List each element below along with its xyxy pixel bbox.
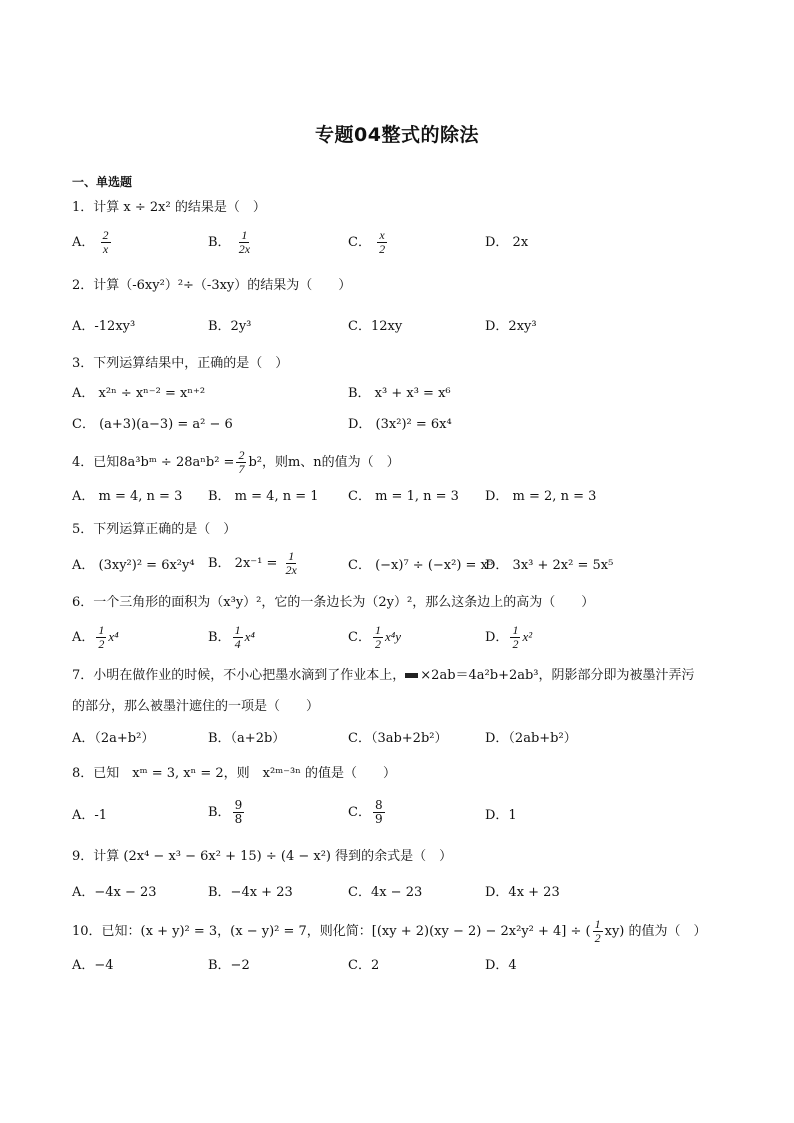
question-5-option-b: B． 2x⁻¹ = $\frac{1}{2x}$ <box>208 549 297 577</box>
question-1-option-d: D． 2x <box>485 235 529 250</box>
question-7-option-a: A．（2a+b²） <box>72 731 155 746</box>
question-6-option-c: C． $\frac{1}{2}$ x⁴y <box>348 623 402 651</box>
fraction: $\frac{2}{7}$ <box>238 448 245 476</box>
question-8-option-c: C． $\frac{8}{9}$ <box>348 798 383 826</box>
question-8-option-a: A．-1 <box>72 808 108 823</box>
question-4-option-d: D． m = 2, n = 3 <box>485 489 597 504</box>
question-7-option-c: C．（3ab+2b²） <box>348 731 448 746</box>
fraction: $\frac{1}{2x}$ <box>285 549 297 577</box>
fraction: $\frac{1}{2}$ <box>374 623 381 651</box>
question-8-option-d: D．1 <box>485 808 517 823</box>
question-7-option-d: D．（2ab+b²） <box>485 731 577 746</box>
question-6-option-d: D． $\frac{1}{2}$ x² <box>485 623 533 651</box>
question-9-option-d: D．4x + 23 <box>485 885 560 900</box>
fraction: $\frac{1}{2x}$ <box>238 228 251 256</box>
question-9-stem: 9．计算 (2x⁴ − x³ − 6x² + 15) ÷ (4 − x²) 得到的余式是（ ） <box>72 849 453 864</box>
question-6-option-a: A． $\frac{1}{2}$ x⁴ <box>72 623 119 651</box>
question-10-option-d: D．4 <box>485 958 517 973</box>
question-2-stem: 2．计算（-6xy²）²÷（-3xy）的结果为（ ） <box>72 278 352 293</box>
question-9-option-a: A．−4x − 23 <box>72 885 157 900</box>
fraction: $\frac{x}{2}$ <box>379 228 386 256</box>
question-1-option-b: B． $\frac{1}{2x}$ <box>208 228 251 256</box>
page-title: 专题04整式的除法 <box>315 124 479 146</box>
question-3-option-c: C． (a+3)(a−3) = a² − 6 <box>72 417 233 432</box>
question-10-option-a: A．−4 <box>72 958 114 973</box>
fraction: $\frac{8}{9}$ <box>374 798 383 826</box>
question-7-option-b: B．（a+2b） <box>208 731 286 746</box>
question-10-option-c: C．2 <box>348 958 380 973</box>
fraction: $\frac{1}{4}$ <box>234 623 241 651</box>
question-5-option-d: D． 3x³ + 2x² = 5x⁵ <box>485 558 614 573</box>
question-4-option-b: B． m = 4, n = 1 <box>208 489 319 504</box>
question-7-stem-line2: 的部分，那么被墨汁遮住的一项是（ ） <box>72 699 320 714</box>
question-3-option-b: B． x³ + x³ = x⁶ <box>348 386 451 401</box>
question-2-option-a: A．-12xy³ <box>72 319 136 334</box>
question-3-option-d: D． (3x²)² = 6x⁴ <box>348 417 452 432</box>
question-10-stem: 10．已知：(x + y)² = 3，(x − y)² = 7，则化简：[(xy + 2)(xy − 2) − 2x²y² + 4] ÷ ( $\frac{1}{2}$ xy) 的值为（ ） <box>72 917 707 945</box>
question-7-stem-line1: 7．小明在做作业的时候，不小心把墨水滴到了作业本上， ×2ab＝4a²b+2ab³，阴影部分即为被墨汁弄污 <box>72 668 695 683</box>
question-2-option-c: C．12xy <box>348 319 403 334</box>
fraction: $\frac{9}{8}$ <box>234 798 243 826</box>
question-1-stem: 1．计算 x ÷ 2x² 的结果是（ ） <box>72 200 266 215</box>
question-9-option-b: B．−4x + 23 <box>208 885 293 900</box>
section-heading: 一、单选题 <box>72 175 133 189</box>
question-1-option-a: A． $\frac{2}{x}$ <box>72 228 109 256</box>
question-8-option-b: B． $\frac{9}{8}$ <box>208 798 243 826</box>
question-3-stem: 3．下列运算结果中，正确的是（ ） <box>72 356 289 371</box>
question-5-option-c: C． (−x)⁷ ÷ (−x²) = x⁵ <box>348 558 494 573</box>
fraction: $\frac{1}{2}$ <box>512 623 519 651</box>
ink-blot-icon <box>405 673 418 678</box>
question-4-stem: 4．已知8a³bᵐ ÷ 28aⁿb² = $\frac{2}{7}$ b²，则m、n的值为（ ） <box>72 448 400 476</box>
question-5-option-a: A． (3xy²)² = 6x²y⁴ <box>72 558 195 573</box>
question-2-option-d: D．2xy³ <box>485 319 537 334</box>
fraction: $\frac{2}{x}$ <box>102 228 109 256</box>
question-1-option-c: C． $\frac{x}{2}$ <box>348 228 386 256</box>
question-5-stem: 5．下列运算正确的是（ ） <box>72 522 237 537</box>
question-4-option-a: A． m = 4, n = 3 <box>72 489 183 504</box>
question-6-stem: 6．一个三角形的面积为（x³y）²，它的一条边长为（2y）²，那么这条边上的高为（ ） <box>72 595 595 610</box>
question-8-stem: 8．已知 xᵐ = 3, xⁿ = 2，则 x²ᵐ⁻³ⁿ 的值是（ ） <box>72 766 396 781</box>
question-2-option-b: B．2y³ <box>208 319 252 334</box>
fraction: $\frac{1}{2}$ <box>98 623 105 651</box>
question-10-option-b: B．−2 <box>208 958 250 973</box>
question-6-option-b: B． $\frac{1}{4}$ x⁴ <box>208 623 255 651</box>
fraction: $\frac{1}{2}$ <box>594 917 601 945</box>
question-4-option-c: C． m = 1, n = 3 <box>348 489 459 504</box>
question-3-option-a: A． x²ⁿ ÷ xⁿ⁻² = xⁿ⁺² <box>72 386 206 401</box>
question-9-option-c: C．4x − 23 <box>348 885 423 900</box>
